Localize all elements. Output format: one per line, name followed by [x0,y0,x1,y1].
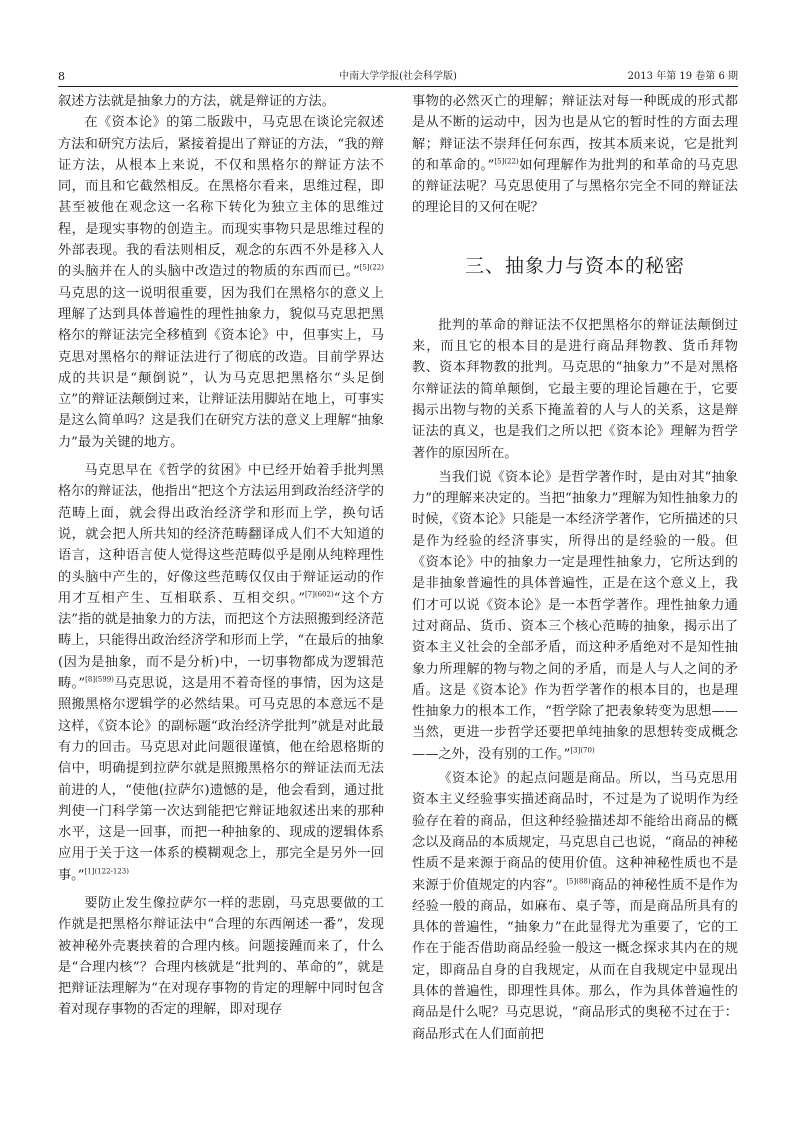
paragraph [412,91,738,219]
paragraph: 要防止发生像拉萨尔一样的悲剧，马克思要做的工作就是把黑格尔辩证法中“合理的东西阐述一番”，发现被神秘外壳裹挟着的合理内核。问题接踵而来了，什么是“合理内核”？合理内核就是“批判的、革命的”，就是把辩证法理解为“在对现存事物的肯定的理解中同时包含着对现存事物的否定的理解，即对现存 [58,895,384,1018]
paragraph-text: 马克思的这一说明很重要，因为我们在黑格尔的意义上理解了达到具体普遍性的理性抽象力，貌似马克思把黑格尔的辩证法完全移植到《资本论》中，但事实上，马克思对黑格尔的辩证法进行了彻底的改造。目前学界达成的共识是“颠倒说”，认为马克思把黑格尔“头足倒立”的辩证法颠倒过来，让辩证法用脚站在地上，可事实是这么简单吗？这是我们在研究方法的意义上理解“抽象力”最为关键的地方。 [58,285,384,450]
paragraph [412,768,738,1045]
citation: [5](22) [359,263,384,272]
right-column [412,91,738,1121]
paragraph-text: 事物的必然灭亡的理解；辩证法对每一种既成的形式都是从不断的运动中，因为也是从它的暂时性的方面去理解；辩证法不崇拜任何东西，按其本质来说，它是批判的和革命的。” [412,94,738,173]
paragraph [58,112,384,453]
paragraph [58,460,384,886]
paragraph-text: 如何理解作为批判的和革命的马克思的辩证法呢？马克思使用了与黑格尔完全不同的辩证法的理论目的又何在呢？ [412,157,738,216]
paragraph-text: 在《资本论》的第二版跋中，马克思在谈论完叙述方法和研究方法后，紧接着提出了辩证的方法，“我的辩证方法，从根本上来说，不仅和黑格尔的辩证方法不同，而且和它截然相反。在黑格尔看来，思维过程，即甚至被他在观念这一名称下转化为独立主体的思维过程，是现实事物的创造主。而现实事物只是思维过程的外部表现。我的看法则相反，观念的东西不外是移入人的头脑并在人的头脑中改造过的物质的东西而已。” [58,115,384,280]
section-heading: 三、抽象力与资本的秘密 [464,255,685,278]
citation: [5](22) [494,157,519,166]
paragraph-text: “这个方法”指的就是抽象力的方法，而把这个方法照搬到经济范畴上，只能得出政治经济学和形而上学，“在最后的抽象(因为是抽象，而不是分析)中，一切事物都成为逻辑范畴。” [58,590,384,692]
left-column [58,91,384,1121]
paragraph-text: 当我们说《资本论》是哲学著作时，是由对其“抽象力”的理解来决定的。当把“抽象力”理解为知性抽象力的时候，《资本论》只能是一本经济学著作，它所描述的只是作为经验的经济事实，所得出的是经验的一般。但《资本论》中的抽象力一定是理性抽象力，它所达到的是非抽象普遍性的具体普遍性，正是在这个意义上，我们才可以说《资本论》是一本哲学著作。理性抽象力通过对商品、货币、资本三个核心范畴的抽象，揭示出了资本主义社会的全部矛盾，而这种矛盾绝对不是知性抽象力所理解的物与物之间的矛盾，而是人与人之间的矛盾。这是《资本论》作为哲学著作的根本目的，也是理性抽象力的根本工作，“哲学除了把表象转变为思想——当然，更进一步哲学还要把单纯抽象的思想转变成概念——之外，没有别的工作。” [412,469,738,762]
paragraph [412,467,738,765]
paragraph-text: 马克思早在《哲学的贫困》中已经开始着手批判黑格尔的辩证法，他指出“把这个方法运用到政治经济学的范畴上面，就会得出政治经济学和形而上学，换句话说，就会把人所共知的经济范畴翻译成人们不大知道的语言，这种语言使人觉得这些范畴似乎是刚从纯粹理性的头脑中产生的，好像这些范畴仅仅由于辩证运动的作用才互相产生、互相联系、互相交织。” [58,463,384,606]
paragraph: 批判的革命的辩证法不仅把黑格尔的辩证法颠倒过来，而且它的根本目的是进行商品拜物教、货币拜物教、资本拜物教的批判。马克思的“抽象力”不是对黑格尔辩证法的简单颠倒，它最主要的理论旨趣在于，它要揭示出物与物的关系下掩盖着的人与人的关系，这是辩证法的真义，也是我们之所以把《资本论》理解为哲学著作的原因所在。 [412,317,738,461]
journal-title: 中南大学学报(社会科学版) [339,71,457,82]
paragraph-text: 马克思说，这是用不着奇怪的事情，因为这是照搬黑格尔逻辑学的必然结果。可马克思的本意远不是这样，《资本论》的副标题“政治经济学批判”就是对此最有力的回击。马克思对此问题很谨慎，他在给恩格斯的信中，明确提到拉萨尔就是照搬黑格尔的辩证法而无法前进的人，“使他(拉萨尔)遗憾的是，他会看到，通过批判使一门科学第一次达到能把它辩证地叙述出来的那种水平，这是一回事，而把一种抽象的、现成的逻辑体系应用于关于这一体系的模糊观念上，那完全是另外一回事。” [58,676,384,883]
paragraph-text: 商品的神秘性质不是作为经验一般的商品，如麻布、桌子等，而是商品所具有的具体的普遍性，“抽象力”在此显得尤为重要了，它的工作在于能否借助商品经验一般这一概念探求其内在的规定，即商品自身的自我规定，从而在自我规定中显现出具体的普遍性，即理性具体。那么，作为具体普遍性的商品是什么呢？马克思说，“商品形式的奥秘不过在于：商品形式在人们面前把 [412,877,738,1042]
citation: [7](602) [304,590,334,599]
paragraph: 叙述方法就是抽象力的方法，就是辩证的方法。 [58,94,335,109]
citation: [1](122-123) [84,867,129,876]
paragraph-text: 《资本论》的起点问题是商品。所以，当马克思用资本主义经验事实描述商品时，不过是为了说明作为经验存在着的商品，但这种经验描述却不能给出商品的概念以及商品的本质规定，马克思自己也说，“商品的神秘性质不是来源于商品的使用价值。这种神秘性质也不是来源于价值规定的内容”。 [412,771,738,893]
issue-info: 2013 年第 19 卷第 6 期 [627,71,738,82]
citation: [8](599) [85,675,114,684]
running-header [58,68,738,87]
page-number: 8 [58,70,65,83]
citation: [3](70) [570,746,595,755]
citation: [5](88) [566,877,591,886]
